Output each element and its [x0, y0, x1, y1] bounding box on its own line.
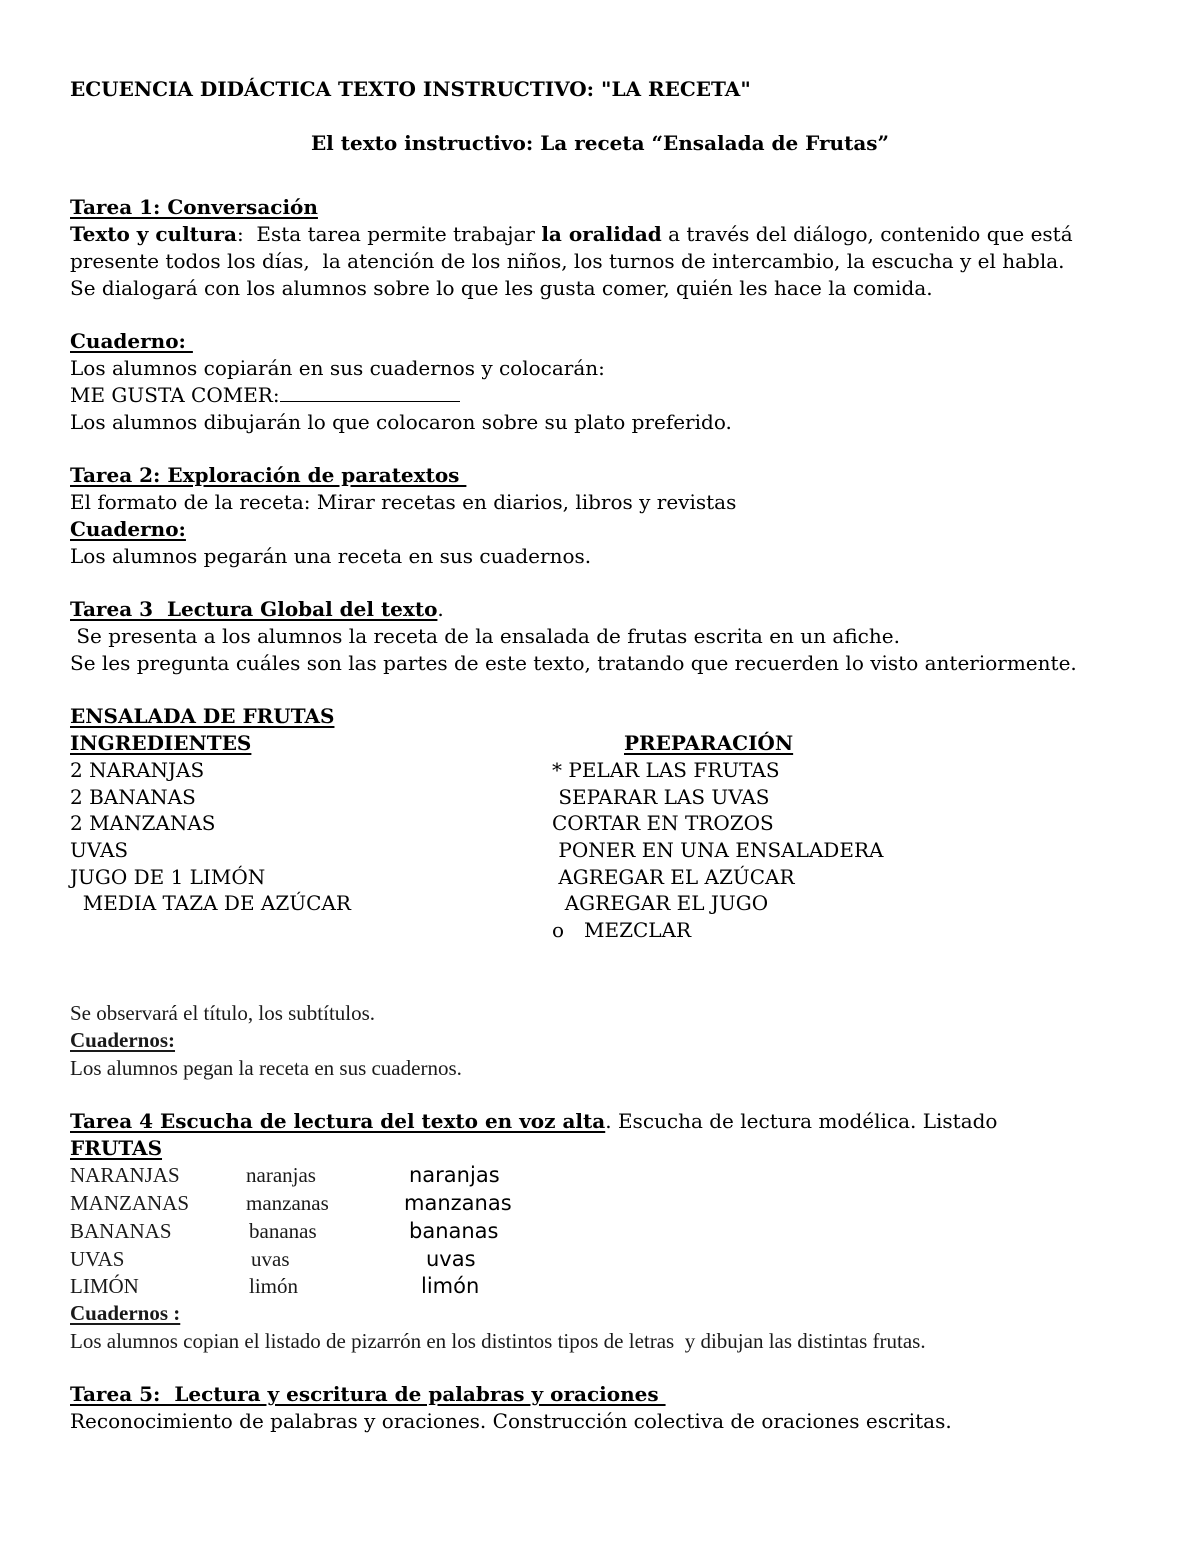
fill-in-blank-line	[280, 383, 460, 402]
fruit-lowercase: naranjas	[246, 1163, 316, 1187]
observation-line: Se observará el título, los subtítulos.	[70, 1001, 376, 1025]
task-5-line: Reconocimiento de palabras y oraciones. Construcción colectiva de oraciones escritas.	[70, 1409, 952, 1433]
text-culture-label: Texto y cultura	[70, 222, 237, 246]
ingredient-item: 2 NARANJAS	[70, 758, 205, 782]
task-5-heading: Tarea 5: Lectura y escritura de palabras y oraciones	[70, 1382, 666, 1406]
task-4-notebook-line: Los alumnos copian el listado de pizarrón en los distintos tipos de letras y dibujan las distintas frutas.	[70, 1329, 926, 1353]
notebook-heading: Cuaderno:	[70, 329, 193, 353]
ingredients-heading: INGREDIENTES	[70, 731, 252, 755]
document-subtitle: El texto instructivo: La receta “Ensalada de Frutas”	[310, 131, 890, 155]
task-4-notebook-heading: Cuadernos :	[70, 1301, 181, 1325]
task-1-paragraph-line-2: presente todos los días, la atención de los niños, los turnos de intercambio, la escucha y el habla.	[70, 249, 1065, 273]
task-2-line-2: Los alumnos pegarán una receta en sus cuadernos.	[70, 544, 592, 568]
ingredient-item: MEDIA TAZA DE AZÚCAR	[70, 891, 351, 915]
observation-notebook-line: Los alumnos pegan la receta en sus cuadernos.	[70, 1056, 462, 1080]
task-2-line-1: El formato de la receta: Mirar recetas en diarios, libros y revistas	[70, 490, 737, 514]
task-3-heading-line	[70, 596, 444, 622]
task-1-paragraph-line-3: Se dialogará con los alumnos sobre lo que les gusta comer, quién les hace la comida.	[70, 276, 933, 300]
recipe-title: ENSALADA DE FRUTAS	[70, 704, 335, 728]
preparation-step: PONER EN UNA ENSALADERA	[552, 838, 884, 862]
notebook-line-2	[70, 382, 460, 408]
task-3-heading: Tarea 3 Lectura Global del texto	[70, 597, 438, 621]
fruit-uppercase: NARANJAS	[70, 1163, 180, 1187]
notebook-line-1: Los alumnos copiarán en sus cuadernos y colocarán:	[70, 356, 605, 380]
fruit-uppercase: LIMÓN	[70, 1274, 139, 1298]
preparation-step: SEPARAR LAS UVAS	[552, 785, 770, 809]
task-1-text-a: : Esta tarea permite trabajar	[236, 222, 542, 246]
task-3-line-2: Se les pregunta cuáles son las partes de este texto, tratando que recuerden lo visto anteriormente.	[70, 651, 1077, 675]
preparation-heading: PREPARACIÓN	[624, 731, 794, 755]
fruit-script: bananas	[409, 1219, 499, 1243]
preparation-step: CORTAR EN TROZOS	[552, 811, 774, 835]
document-title: ECUENCIA DIDÁCTICA TEXTO INSTRUCTIVO: "LA RECETA"	[70, 77, 751, 101]
fruit-uppercase: MANZANAS	[70, 1191, 190, 1215]
ingredient-item: UVAS	[70, 838, 129, 862]
fruit-lowercase: bananas	[249, 1219, 317, 1243]
task-1-paragraph-line-1	[70, 221, 1073, 247]
task-3-line-1: Se presenta a los alumnos la receta de la ensalada de frutas escrita en un afiche.	[70, 624, 900, 648]
fruit-script: naranjas	[409, 1163, 500, 1187]
notebook-line-3: Los alumnos dibujarán lo que colocaron sobre su plato preferido.	[70, 410, 732, 434]
fruit-lowercase: manzanas	[246, 1191, 329, 1215]
task-4-rest: . Escucha de lectura modélica. Listado	[605, 1109, 998, 1133]
fruits-heading: FRUTAS	[70, 1136, 163, 1160]
task-4-heading: Tarea 4 Escucha de lectura del texto en voz alta	[70, 1109, 606, 1133]
fruit-uppercase: BANANAS	[70, 1219, 172, 1243]
task-1-text-b: a través del diálogo, contenido que está	[661, 222, 1073, 246]
fruit-script: manzanas	[404, 1191, 512, 1215]
task-2-notebook-heading: Cuaderno:	[70, 517, 186, 541]
ingredient-item: 2 MANZANAS	[70, 811, 216, 835]
me-gusta-comer-label: ME GUSTA COMER:	[70, 383, 280, 407]
fruit-lowercase: uvas	[251, 1247, 290, 1271]
fruit-lowercase: limón	[249, 1274, 299, 1298]
task-3-period: .	[437, 597, 444, 621]
fruit-script: uvas	[426, 1247, 476, 1271]
observation-notebook-heading: Cuadernos:	[70, 1028, 176, 1052]
ingredient-item: JUGO DE 1 LIMÓN	[70, 865, 266, 889]
preparation-step: AGREGAR EL AZÚCAR	[552, 865, 795, 889]
preparation-step: AGREGAR EL JUGO	[552, 891, 769, 915]
task-2-heading: Tarea 2: Exploración de paratextos	[70, 463, 467, 487]
task-1-heading: Tarea 1: Conversación	[70, 195, 318, 219]
fruit-uppercase: UVAS	[70, 1247, 125, 1271]
ingredient-item: 2 BANANAS	[70, 785, 196, 809]
fruit-script: limón	[421, 1274, 480, 1298]
preparation-step: MEZCLAR	[584, 918, 692, 942]
task-4-heading-line	[70, 1108, 997, 1134]
orality-emphasis: la oralidad	[541, 222, 662, 246]
preparation-bullet: o	[552, 918, 565, 942]
preparation-step: * PELAR LAS FRUTAS	[552, 758, 780, 782]
